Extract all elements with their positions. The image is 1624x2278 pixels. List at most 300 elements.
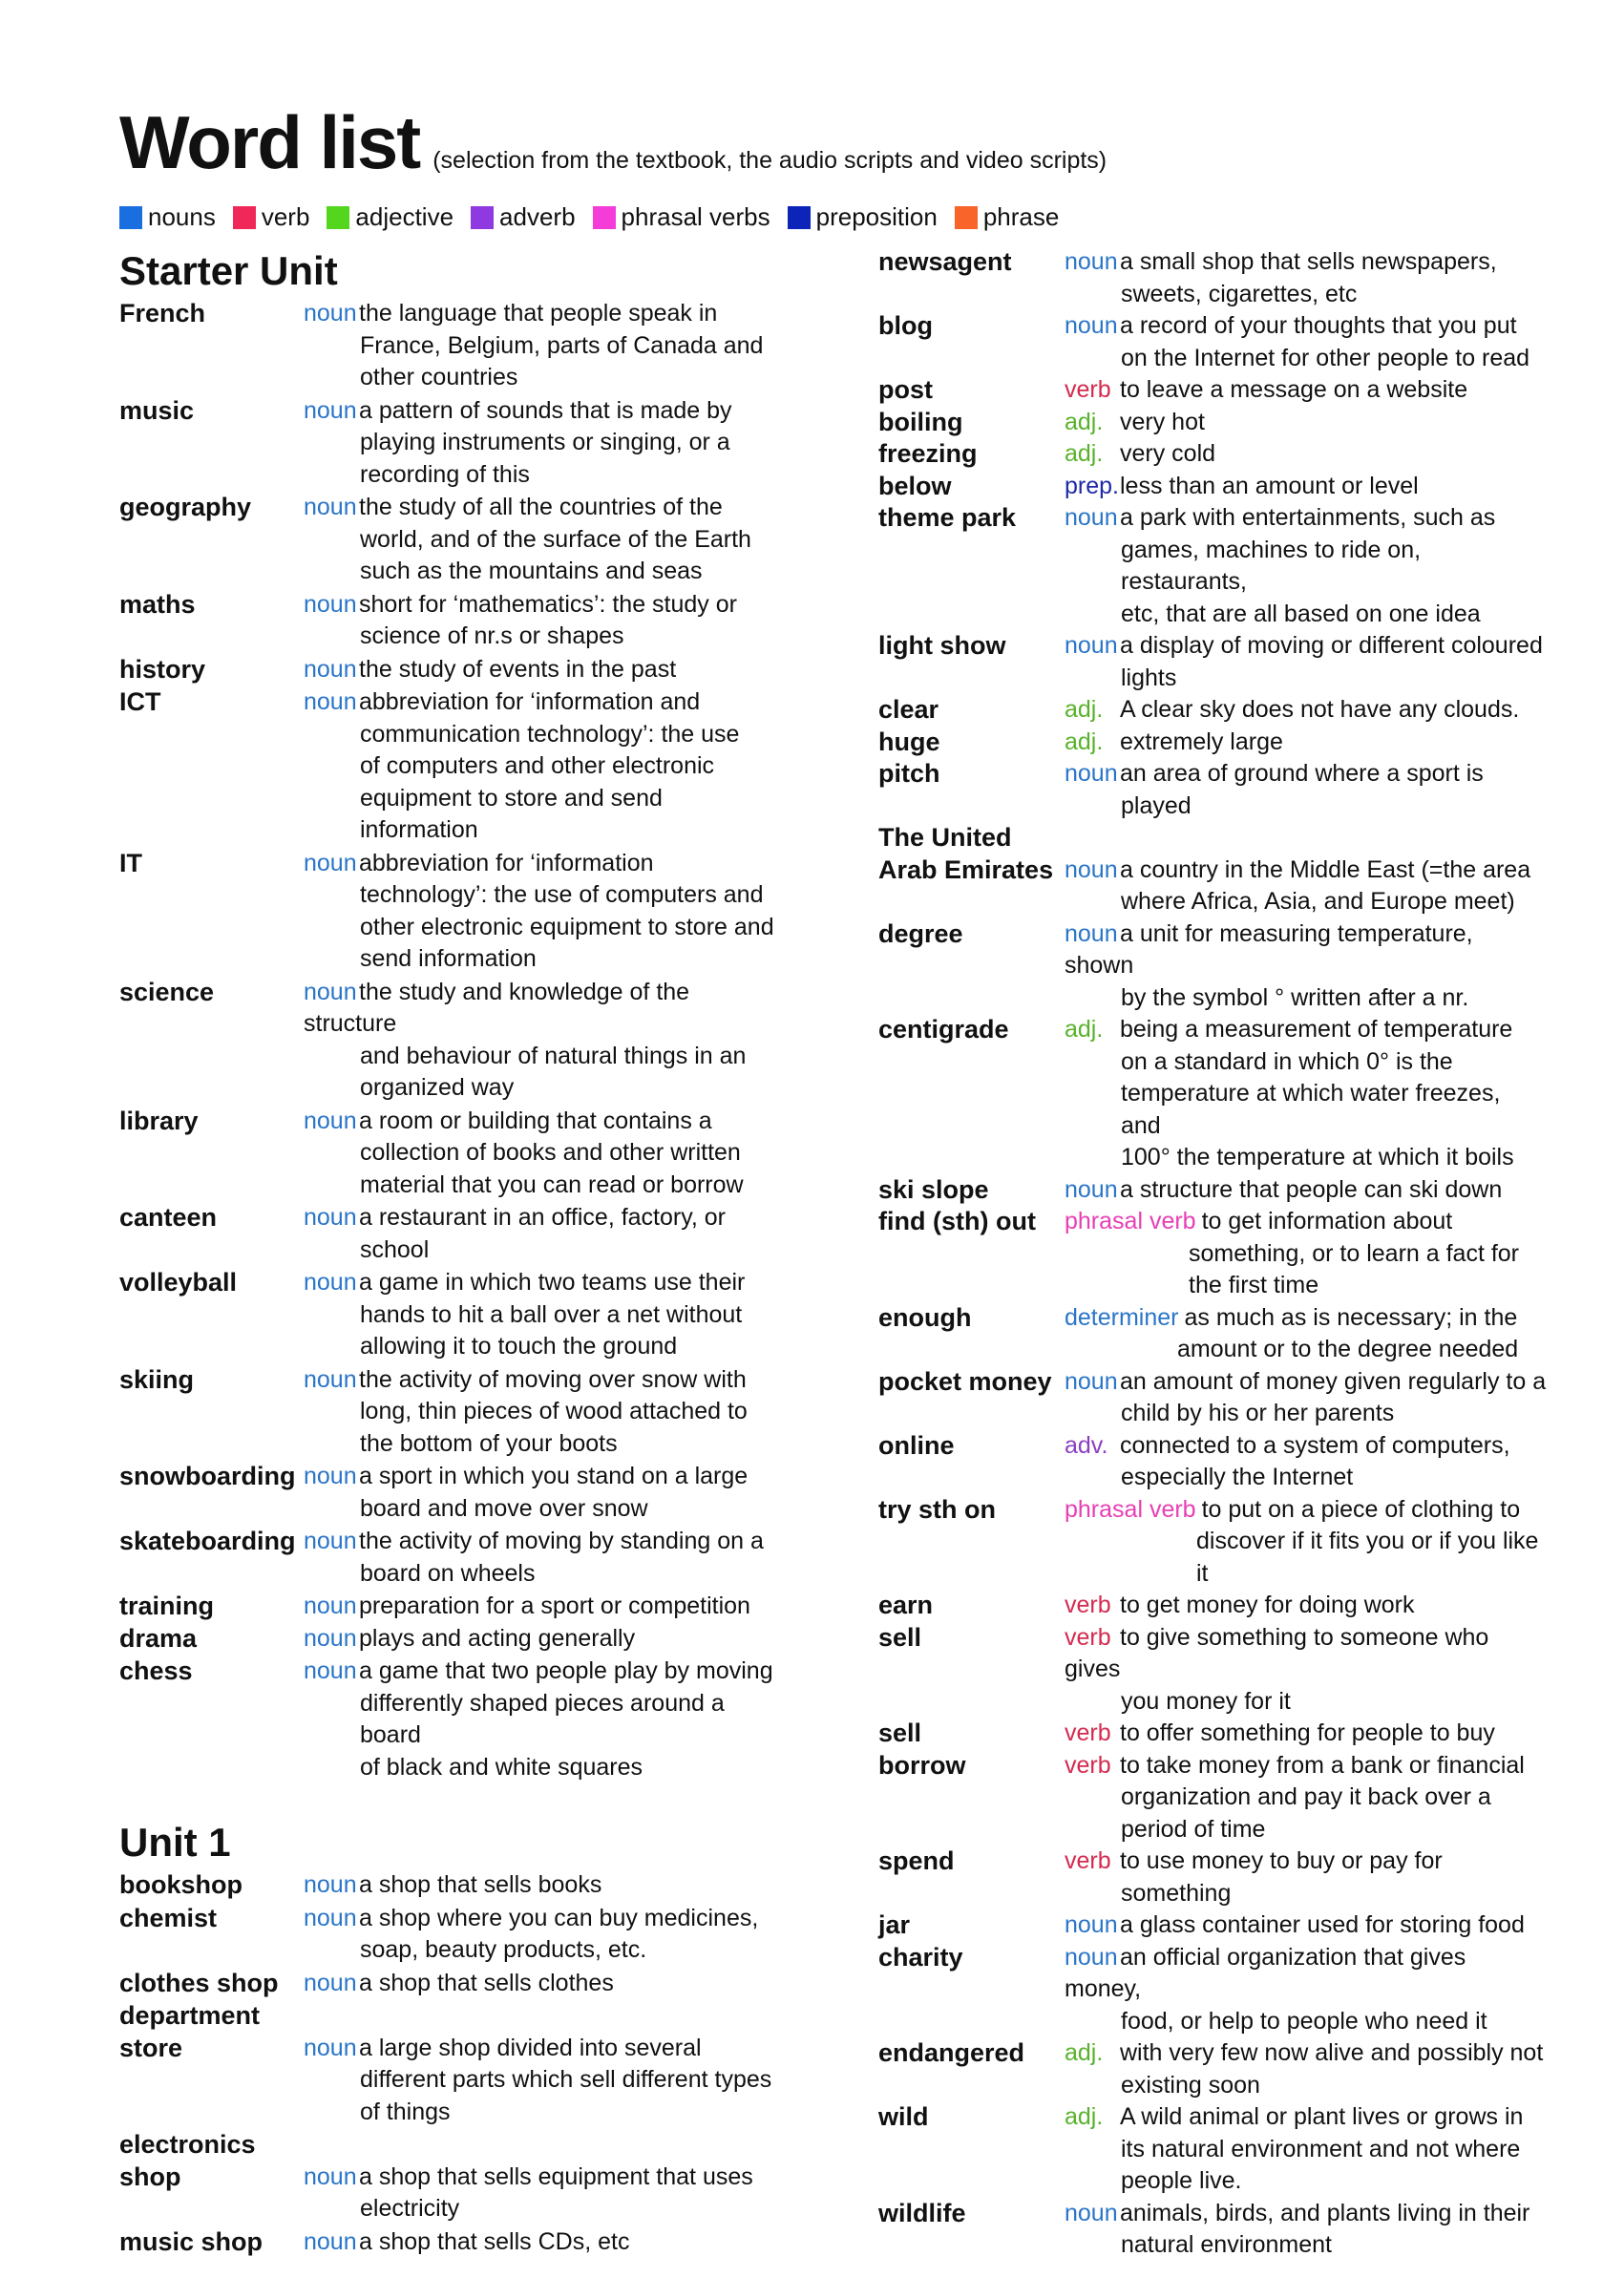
legend-label: adverb [499,202,576,231]
entry-term [878,374,1065,407]
definition-line [1065,918,1547,982]
definition-line [304,1461,778,1493]
entry-term [119,589,304,653]
term-text: volleyball [119,1268,238,1297]
word-entry [119,492,778,588]
part-of-speech: noun [304,1269,357,1296]
part-of-speech: noun [1065,312,1118,339]
definition-text: the language that people speak in [359,300,718,327]
part-of-speech: noun [304,1107,357,1134]
word-entry [119,2000,778,2128]
entry-definition [304,1461,778,1525]
term-text: newsagent [878,247,1012,276]
definition-line [1065,1270,1547,1302]
term-text: department [119,2001,261,2030]
definition-line [304,912,778,944]
legend-swatch [327,206,349,229]
entry-term [878,694,1065,727]
definition-text: an area of ground where a sport is [1120,760,1484,787]
entry-definition [1065,1366,1547,1430]
part-of-speech: noun [1065,760,1118,787]
definition-text: a glass container used for storing food [1120,1911,1525,1938]
term-text: skateboarding [119,1527,296,1555]
term-text: jar [878,1910,911,1939]
part-of-speech: adv. [1065,1431,1108,1459]
part-of-speech: noun [304,1463,357,1489]
part-of-speech: verb [1065,1592,1111,1618]
word-entry [878,1302,1547,1366]
definition-line [304,654,778,686]
word-entry [878,918,1547,1015]
word-entry [119,1623,778,1656]
definition-text: lights [1121,664,1177,691]
definition-text: France, Belgium, parts of Canada and [360,331,764,359]
term-text: The United [878,823,1012,852]
definition-text: being a measurement of temperature [1120,1016,1513,1043]
part-of-speech: noun [1065,855,1118,883]
term-text: spend [878,1846,955,1875]
part-of-speech: noun [304,1871,357,1898]
definition-line [1065,1526,1547,1590]
word-entry [878,1622,1547,1719]
definition-text: a game in which two teams use their [359,1269,746,1296]
legend-label: adjective [355,202,454,231]
entry-term [119,1202,304,1266]
word-entry [878,310,1547,374]
term-text: shop [119,2162,181,2191]
part-of-speech: noun [304,590,357,618]
title-row [119,100,1532,184]
term-text: ski slope [878,1174,989,1204]
definition-text: board and move over snow [360,1494,648,1522]
term-text: bookshop [119,1870,243,1899]
definition-text: collection of books and other written [360,1139,741,1166]
definition-text: a small shop that sells newspapers, [1120,248,1497,275]
part-of-speech: adj. [1065,408,1104,435]
definition-line [1065,502,1547,535]
definition-text: sweets, cigarettes, etc [1121,280,1358,307]
definition-text: a structure that people can ski down [1120,1175,1503,1203]
definition-line [1065,2006,1547,2038]
legend-swatch [471,206,494,229]
term-text: drama [119,1623,198,1653]
entry-definition [304,1903,778,1967]
entry-term [878,1909,1065,1942]
term-text: pitch [878,759,940,788]
entry-definition [1065,1718,1547,1750]
definition-line [304,848,778,880]
term-text: light show [878,631,1006,660]
definition-line [1065,279,1547,311]
term-text: IT [119,848,142,877]
definition-line [304,1106,778,1138]
definition-text: to give something to someone who gives [1065,1623,1489,1682]
definition-line [304,1041,778,1073]
page-title: Word list [119,100,420,184]
entry-term [878,310,1065,374]
legend-label: verb [261,202,310,231]
definition-line [304,1428,778,1461]
word-entry [878,2037,1547,2101]
term-text: skiing [119,1364,195,1394]
term-text: borrow [878,1750,966,1780]
definition-line [304,1267,778,1299]
definition-line [1065,1846,1547,1878]
definition-text: a large shop divided into several [359,2034,702,2061]
definition-text: played [1121,791,1192,819]
entry-definition [1065,2198,1547,2262]
definition-spacer [304,2129,778,2162]
definition-text: child by his or her parents [1121,1400,1395,1426]
entry-definition [1065,1590,1547,1622]
legend-item [788,202,938,232]
definition-line [304,1493,778,1526]
part-of-speech: noun [304,1204,357,1231]
part-of-speech: noun [304,1904,357,1931]
part-of-speech: noun [304,1592,357,1619]
definition-text: temperature at which water freezes, and [1121,1080,1501,1139]
definition-text: the study of events in the past [359,655,677,683]
definition-line [1065,1814,1547,1846]
term-text: ICT [119,687,161,716]
word-entry [878,758,1547,822]
word-entry [119,1267,778,1363]
term-text: sell [878,1719,922,1747]
entry-term [119,298,304,394]
definition-line [304,686,778,719]
definition-text: where Africa, Asia, and Europe meet) [1121,888,1515,915]
entry-definition [304,1364,778,1461]
part-of-speech: verb [1065,1719,1111,1746]
definition-text: the activity of moving by standing on a [359,1528,764,1554]
definition-text: technology’: the use of computers and [360,881,764,908]
definition-spacer [1065,822,1547,854]
definition-text: to put on a piece of clothing to [1201,1495,1521,1523]
part-of-speech: noun [304,396,357,424]
definition-line [304,783,778,847]
term-text: pocket money [878,1366,1052,1396]
part-of-speech: adj. [1065,1016,1104,1043]
definition-line [304,1234,778,1267]
entry-definition [1065,1206,1547,1302]
definition-line [1065,758,1547,791]
definition-text: animals, birds, and plants living in their [1120,2199,1530,2226]
definition-line [1065,1494,1547,1527]
definition-line [304,1299,778,1332]
definition-text: allowing it to touch the ground [360,1333,678,1360]
term-text: chess [119,1656,193,1685]
definition-text: especially the Internet [1121,1464,1354,1490]
definition-text: A wild animal or plant lives or grows in [1120,2103,1524,2130]
definition-text: amount or to the degree needed [1177,1336,1519,1362]
definition-line [1065,1334,1547,1366]
legend-item [327,202,453,232]
definition-line [1065,438,1547,471]
part-of-speech: noun [1065,248,1118,275]
part-of-speech: noun [1065,1911,1118,1938]
definition-line [1065,1142,1547,1174]
definition-line [304,330,778,363]
definition-line [1065,2070,1547,2102]
legend-item [233,202,310,232]
definition-line [1065,246,1547,279]
word-entry [878,502,1547,630]
definition-text: of black and white squares [360,1753,643,1781]
definition-line [304,298,778,330]
definition-line [1065,2229,1547,2262]
definition-line [304,1170,778,1202]
entry-term [878,1590,1065,1622]
entry-definition [1065,2101,1547,2198]
entry-term [878,1174,1065,1207]
part-of-speech: adj. [1065,2039,1104,2066]
definition-text: on the Internet for other people to read [1121,344,1530,371]
word-entry [878,1590,1547,1622]
entry-term [119,1903,304,1967]
entry-term [878,1302,1065,1366]
entry-term [878,1622,1065,1719]
left-column [119,246,778,2258]
legend-label: phrase [982,202,1060,231]
part-of-speech: noun [1065,1367,1118,1395]
legend-swatch [593,206,616,229]
definition-text: its natural environment and not where [1121,2135,1521,2162]
entry-definition [1065,502,1547,630]
entry-term [119,2226,304,2259]
entry-term [119,1106,304,1202]
definition-text: food, or help to people who need it [1121,2007,1487,2035]
part-of-speech: noun [1065,504,1118,531]
legend-label: preposition [815,202,938,231]
definition-text: recording of this [360,460,530,488]
term-text: post [878,375,933,404]
entry-definition [304,2129,778,2225]
definition-line [1065,1206,1547,1238]
legend-item [593,202,770,232]
definition-text: playing instruments or singing, or a [360,429,730,455]
entry-definition [304,298,778,394]
part-of-speech: adj. [1065,696,1104,723]
definition-text: to use money to buy or pay for [1120,1847,1443,1874]
right-column [878,246,1547,2262]
definition-text: people live. [1121,2167,1242,2194]
definition-line [304,1869,778,1902]
definition-line [1065,1622,1547,1686]
term-text: sell [878,1622,922,1652]
definition-line [1065,1686,1547,1719]
definition-text: plays and acting generally [359,1624,636,1652]
definition-line [304,719,778,751]
entry-definition [1065,1302,1547,1366]
term-text: find (sth) out [878,1207,1036,1235]
entry-definition [1065,1430,1547,1494]
entry-definition [304,1968,778,2000]
definition-text: extremely large [1120,728,1283,755]
legend-item [955,202,1060,232]
definition-text: with very few now alive and possibly not [1120,2039,1544,2066]
definition-line [304,395,778,428]
entry-definition [304,492,778,588]
definition-line [1065,1750,1547,1782]
definition-text: science of nr.s or shapes [360,622,624,649]
entry-definition [1065,1909,1547,1942]
definition-line [1065,1174,1547,1207]
definition-line [1065,407,1547,439]
entry-term [878,918,1065,1015]
term-text: freezing [878,439,978,468]
definition-text: a display of moving or different coloured [1120,632,1543,659]
entry-term [119,848,304,976]
part-of-speech: noun [304,849,357,876]
entry-term [878,1750,1065,1846]
definition-line [304,1903,778,1935]
definition-line [304,1202,778,1234]
entry-definition [1065,1014,1547,1174]
word-entry [119,1364,778,1461]
term-text: endangered [878,2038,1025,2067]
definition-text: you money for it [1121,1687,1291,1715]
entry-term [878,630,1065,694]
term-text: electronics [119,2130,256,2159]
entry-definition [304,395,778,492]
part-of-speech: noun [304,1624,357,1652]
entry-term [119,1656,304,1783]
entry-term [878,1846,1065,1909]
word-entry [119,654,778,686]
definition-text: to leave a message on a website [1120,376,1468,403]
definition-line [304,556,778,588]
definition-line [1065,2101,1547,2134]
term-text: store [119,2033,183,2062]
definition-text: differently shaped pieces around a board [360,1689,725,1748]
definition-text: abbreviation for ‘information [359,849,654,876]
legend-swatch [233,206,256,229]
entry-term [119,977,304,1105]
definition-line [304,1526,778,1558]
part-of-speech: noun [304,1528,357,1554]
definition-text: a sport in which you stand on a large [359,1463,749,1489]
definition-text: abbreviation for ‘information and [359,688,701,715]
entry-term [119,654,304,686]
definition-text: a shop that sells equipment that uses [359,2162,753,2190]
definition-line [304,492,778,524]
part-of-speech: noun [304,978,357,1005]
part-of-speech: verb [1065,376,1111,403]
term-text: music shop [119,2226,264,2256]
entry-term [878,2037,1065,2101]
definition-text: less than an amount or level [1120,472,1419,499]
word-entry [119,395,778,492]
entry-definition [1065,918,1547,1015]
term-text: blog [878,311,933,340]
legend-item [119,202,216,232]
entry-term [878,1942,1065,2038]
term-text: clear [878,695,939,724]
word-entry [878,2198,1547,2262]
definition-line [1065,1782,1547,1814]
definition-text: an amount of money given regularly to a [1120,1367,1547,1395]
term-text: wildlife [878,2198,966,2227]
definition-line [1065,982,1547,1015]
definition-text: etc, that are all based on one idea [1121,600,1481,627]
entry-definition [1065,758,1547,822]
entry-definition [304,1526,778,1590]
legend-swatch [788,206,811,229]
entry-definition [1065,310,1547,374]
definition-text: board on wheels [360,1559,536,1587]
word-entry [119,1461,778,1525]
definition-text: short for ‘mathematics’: the study or [359,590,737,618]
definition-text: different parts which sell different types [360,2066,772,2093]
entry-term [878,822,1065,918]
definition-line [1065,1238,1547,1271]
definition-text: the activity of moving over snow with [359,1365,747,1393]
definition-line [1065,1014,1547,1046]
definition-line [1065,1366,1547,1399]
part-of-speech: determiner [1065,1303,1179,1331]
definition-line [1065,1942,1547,2006]
definition-text: school [360,1235,430,1263]
definition-line [1065,2134,1547,2166]
definition-text: a restaurant in an office, factory, or [359,1204,726,1231]
term-text: training [119,1592,214,1620]
word-entry [878,1014,1547,1174]
definition-line [1065,2037,1547,2070]
part-of-speech: verb [1065,1847,1111,1874]
entry-term [878,1718,1065,1750]
definition-line [1065,343,1547,375]
definition-line [304,1396,778,1428]
word-entry [878,471,1547,503]
definition-line [1065,1909,1547,1942]
definition-text: electricity [360,2195,460,2222]
word-entry [119,2226,778,2259]
definition-line [304,1752,778,1784]
definition-line [304,1623,778,1656]
word-entry [119,848,778,976]
definition-line [304,1934,778,1967]
entry-definition [1065,1942,1547,2038]
definition-text: very hot [1120,408,1205,435]
entry-definition [1065,374,1547,407]
part-of-speech: prep. [1065,472,1119,499]
part-of-speech: noun [1065,2199,1118,2226]
definition-line [304,1968,778,2000]
entry-term [119,395,304,492]
definition-line [1065,791,1547,823]
entry-term [878,727,1065,759]
word-entry [119,1656,778,1783]
word-entry [878,374,1547,407]
definition-text: a game that two people play by moving [359,1657,773,1684]
definition-text: communication technology’: the use [360,720,740,748]
entry-definition [304,1106,778,1202]
word-entry [119,977,778,1105]
entry-definition [304,977,778,1105]
definition-text: of things [360,2098,451,2125]
word-entry [878,1430,1547,1494]
definition-text: on a standard in which 0° is the [1121,1047,1453,1075]
definition-line [1065,1878,1547,1910]
word-entry [878,2101,1547,2198]
definition-line [304,1364,778,1397]
definition-text: something, or to learn a fact for [1189,1239,1520,1267]
definition-line [1065,1462,1547,1494]
word-entry [878,630,1547,694]
word-entry [119,298,778,394]
entry-term [119,492,304,588]
entry-definition [1065,438,1547,471]
